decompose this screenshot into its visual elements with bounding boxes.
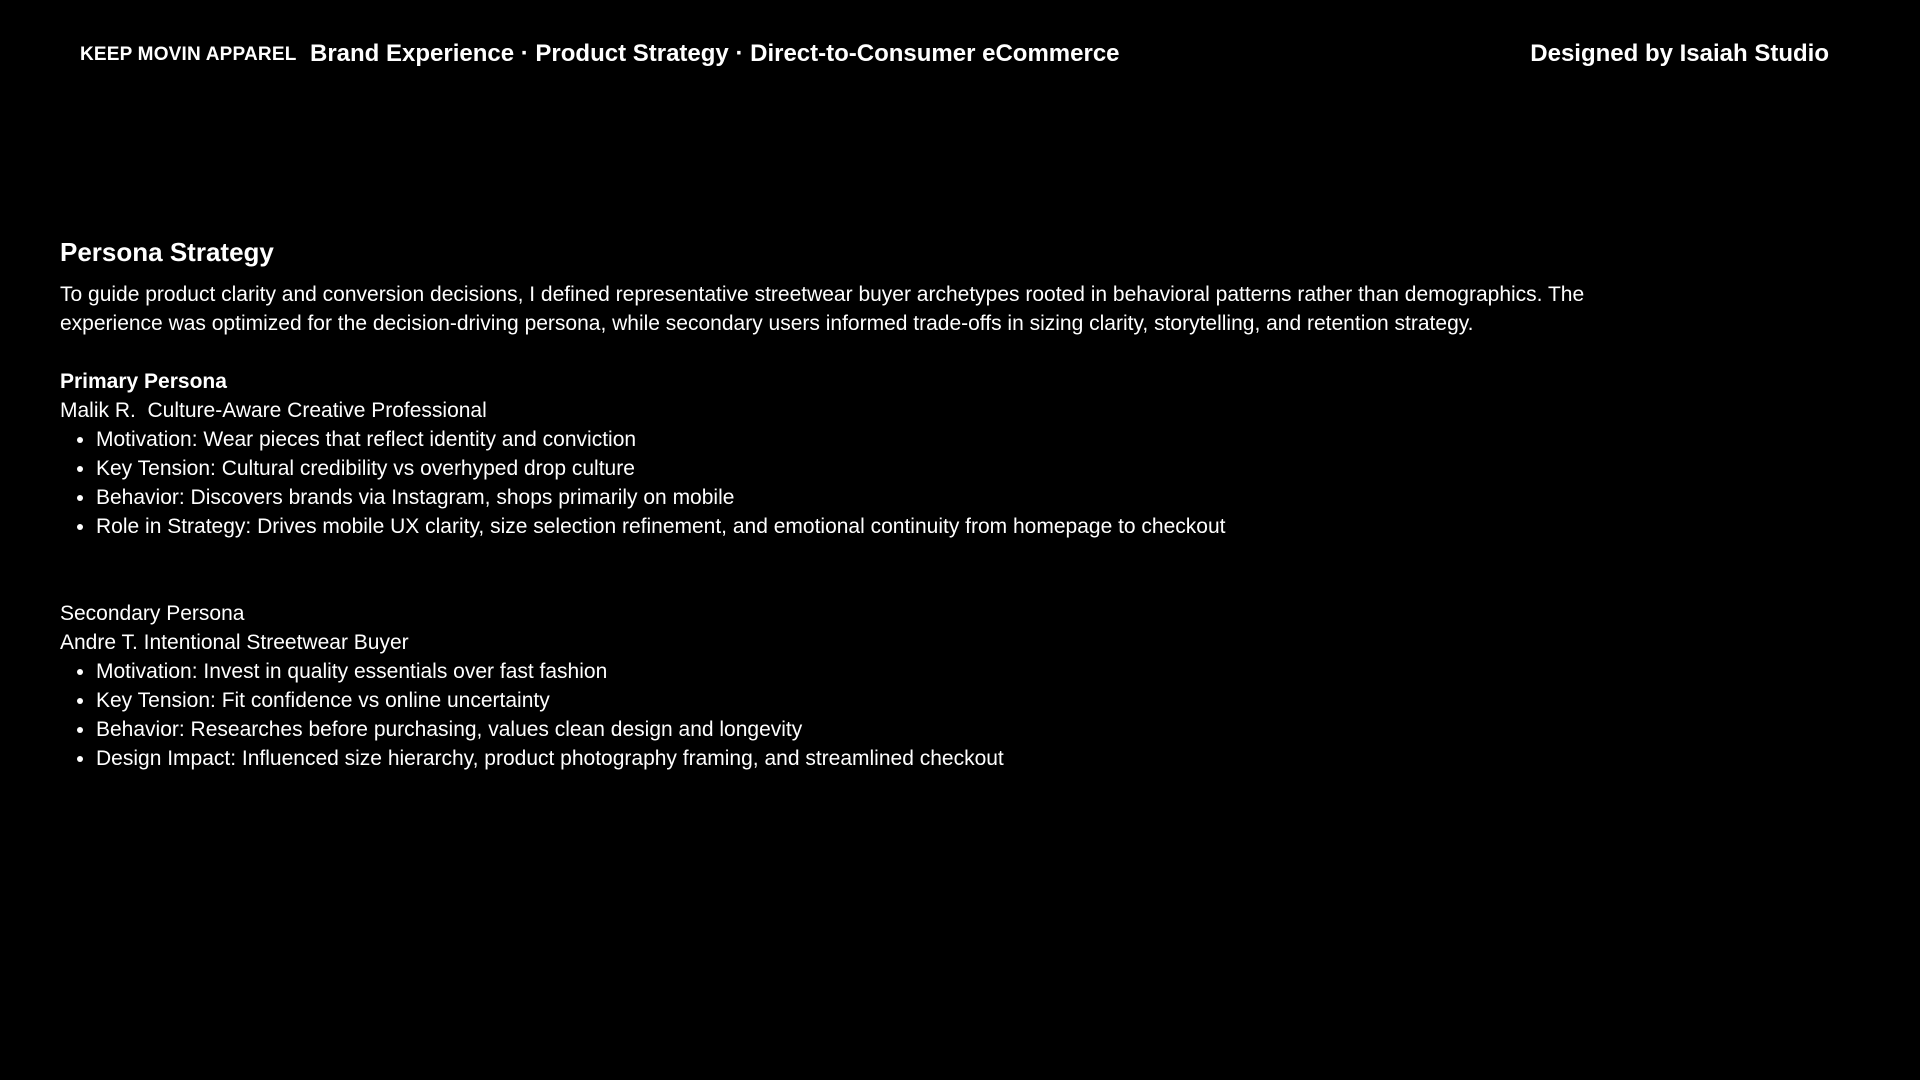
designer-credit: Designed by Isaiah Studio (1530, 40, 1829, 67)
list-item: • Key Tension: Fit confidence vs online uncertainty (96, 686, 1620, 715)
primary-persona (60, 367, 1620, 541)
primary-persona-heading: Primary Persona (60, 370, 227, 393)
secondary-persona (60, 599, 1620, 773)
section-intro: To guide product clarity and conversion decisions, I defined representative streetwear buyer archetypes rooted in behavioral patterns rather than demographics. The experience was optimized for the decision-driving persona, while secondary users informed trade-offs in sizing clarity, storytelling, and retention strategy. (60, 283, 1585, 335)
list-item: • Key Tension: Cultural credibility vs overhyped drop culture (96, 454, 1620, 483)
header-tagline: Brand Experience · Product Strategy · Direct-to-Consumer eCommerce (310, 40, 1120, 67)
list-item: • Behavior: Researches before purchasing, values clean design and longevity (96, 715, 1620, 744)
list-item: • Motivation: Invest in quality essentials over fast fashion (96, 657, 1620, 686)
brand-name: KEEP MOVIN APPAREL (80, 44, 297, 65)
secondary-persona-name: Andre T. Intentional Streetwear Buyer (60, 631, 409, 654)
secondary-persona-traits (60, 657, 1620, 773)
list-item: • Behavior: Discovers brands via Instagram, shops primarily on mobile (96, 483, 1620, 512)
section-title: Persona Strategy (60, 237, 274, 267)
list-item: • Motivation: Wear pieces that reflect identity and conviction (96, 425, 1620, 454)
secondary-persona-heading: Secondary Persona (60, 602, 245, 625)
persona-strategy-section (60, 236, 1620, 773)
list-item: • Role in Strategy: Drives mobile UX clarity, size selection refinement, and emotional continuity from homepage to checkout (96, 512, 1620, 541)
primary-persona-name: Malik R. Culture-Aware Creative Professional (60, 399, 487, 422)
list-item: • Design Impact: Influenced size hierarchy, product photography framing, and streamlined checkout (96, 744, 1620, 773)
primary-persona-traits (60, 425, 1620, 541)
page-header (0, 0, 1920, 108)
